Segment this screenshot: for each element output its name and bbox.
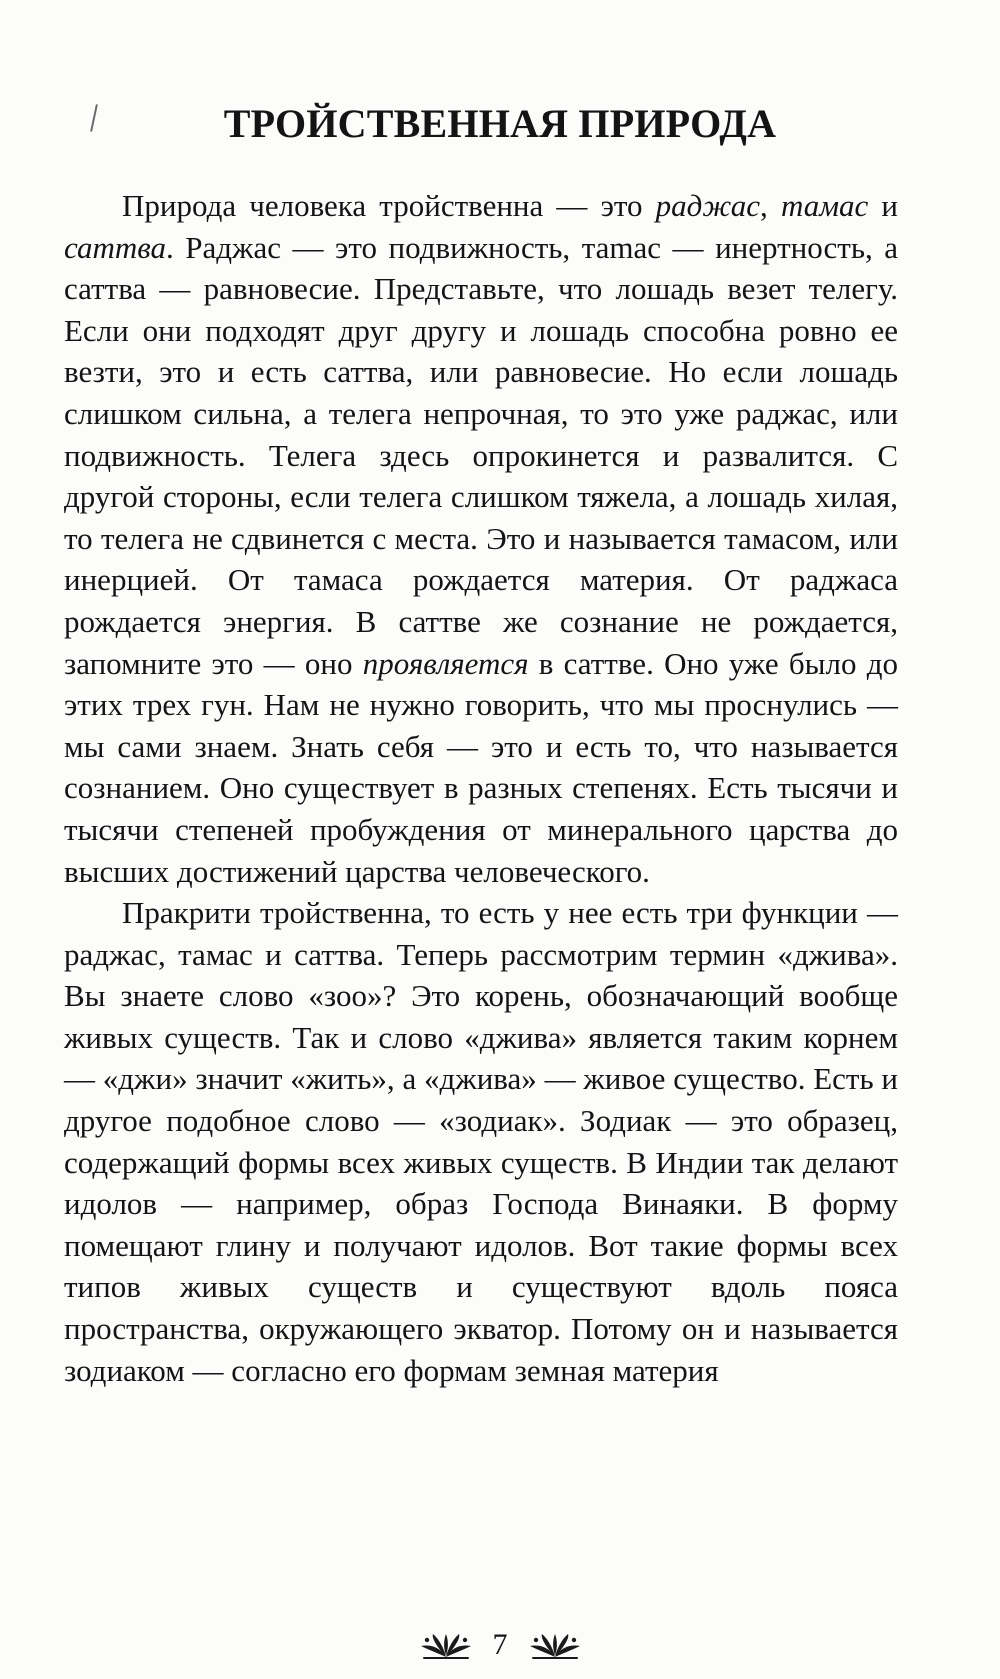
page-footer: [0, 1625, 1000, 1665]
paragraph-1: [64, 185, 898, 892]
italic-term: раджас: [655, 188, 761, 223]
chapter-title: ТРОЙСТВЕННАЯ ПРИРОДА: [223, 101, 777, 146]
paragraph-2: [64, 892, 898, 1391]
text-run: . Раджас — это подвижность, таmас — инертность, а саттва — равновесие. Представьте, что лошадь везет телегу. Если они подходят друг другу и лошадь способна ровно ее везти, это и есть саттва, или равновесие. Но если лошадь слишком сильна, а телега непрочная, то это уже раджас, или подвижность. Телега здесь опрокинется и развалится. С другой стороны, если телега слишком тяжела, а лошадь хилая, то телега не сдвинется с места. Это и называется тамасом, или инерцией. От тамаса рождается материя. От раджаса рождается энергия. В саттве же сознание не рождается, запомните это — оно: [64, 229, 898, 681]
text-run: Пракрити тройственна, то есть у нее есть три функции — раджас, тамас и саттва. Теперь рассмотрим термин «джива». Вы знаете слово «зоо»? Это корень, обозначающий вообще живых существ. Так и слово «джива» является таким корнем — «джи» значит «жить», а «джива» — живое существо. Есть и другое подобное слово — «зодиак». Зодиак — это образец, содержащий формы всех живых существ. В Индии так делают идолов — например, образ Господа Винаяки. В форму помещают глину и получают идолов. Вот такие формы всех типов живых существ и существуют вдоль пояса пространства, окружающего экватор. Потому он и называется зодиаком — согласно его формам земная материя: [64, 895, 898, 1388]
floral-ornament-icon: [417, 1630, 475, 1660]
floral-ornament-icon: [526, 1630, 584, 1660]
italic-term: саттва: [64, 229, 166, 265]
text-run: в саттве. Оно уже было до этих трех гун. Нам не нужно говорить, что мы проснулись — мы сами знаем. Знать себя — это и есть то, что называется сознанием. Оно существует в разных степенях. Есть тысячи и тысячи степеней пробуждения от минерального царства до высших достижений царства человеческого.: [64, 645, 898, 889]
page-number: 7: [492, 1628, 508, 1661]
text-run: ,: [760, 188, 781, 223]
text-run: и: [868, 188, 899, 223]
text-run: Природа человека тройственна — это: [122, 188, 656, 223]
body-text: [64, 185, 898, 1391]
italic-term: тамас: [780, 188, 869, 223]
italic-term: проявляется: [362, 645, 529, 681]
